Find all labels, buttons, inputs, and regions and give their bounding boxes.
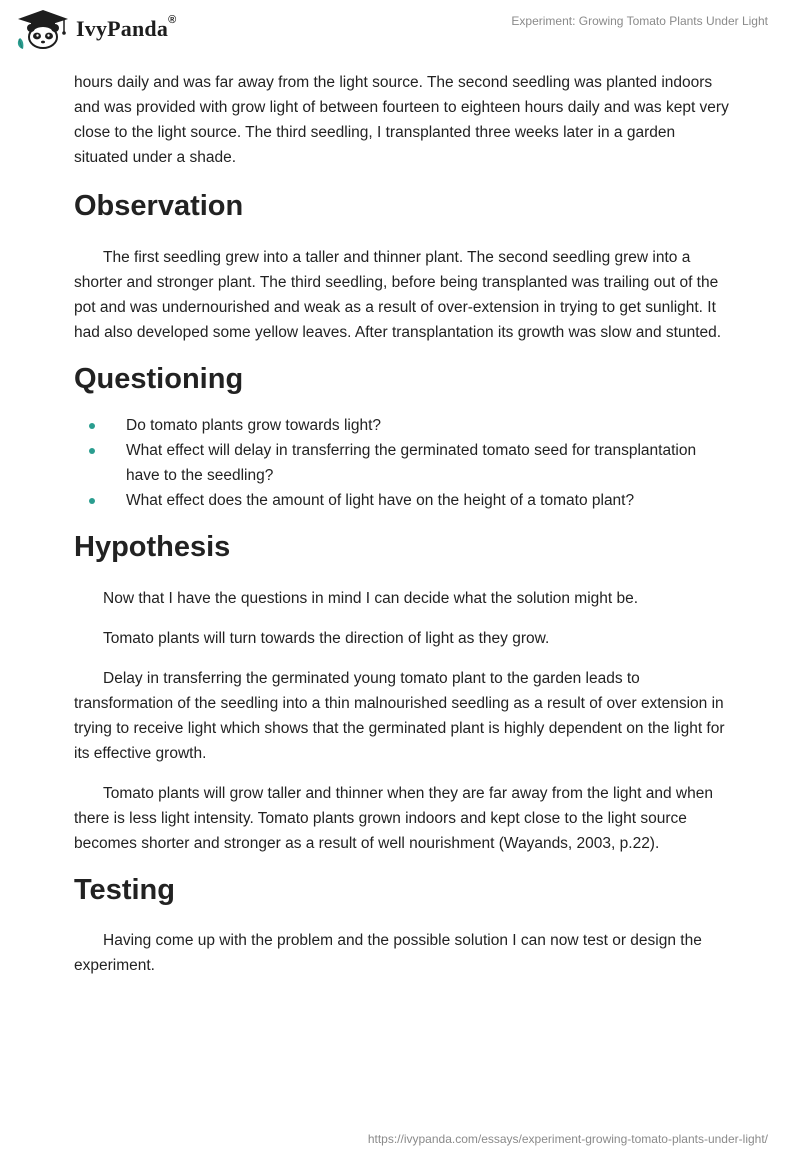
intro-paragraph: hours daily and was far away from the light source. The second seedling was planted indoors and was provided with grow light of between fourteen to eighteen hours daily and was kept very close to the light source. The third seedling, I transplanted three weeks later in a garden situated under a shade.	[74, 74, 729, 166]
page-header	[0, 0, 800, 60]
hypothesis-paragraph: Tomato plants will grow taller and thinner when they are far away from the light and when there is less light intensity. Tomato plants grown indoors and kept close to the light source becomes shorter and stronger as a result of well nourishment (Wayands, 2003, p.22).	[74, 785, 713, 852]
hypothesis-paragraph: Now that I have the questions in mind I can decide what the solution might be.	[103, 590, 639, 607]
bullet-icon	[89, 498, 95, 504]
panda-graduate-icon	[14, 8, 72, 50]
observation-heading: Observation	[74, 190, 244, 222]
list-item	[74, 438, 730, 488]
essay-content	[74, 70, 730, 993]
questions-list	[74, 413, 730, 513]
hypothesis-paragraph: Tomato plants will turn towards the direction of light as they grow.	[103, 630, 550, 647]
logo-wordmark: IvyPanda®	[76, 14, 177, 41]
questioning-heading: Questioning	[74, 363, 244, 395]
testing-paragraph: Having come up with the problem and the possible solution I can now test or design the experiment.	[74, 932, 702, 974]
bullet-icon	[89, 423, 95, 429]
list-item	[74, 413, 730, 438]
list-item	[74, 488, 730, 513]
observation-paragraph: The first seedling grew into a taller and thinner plant. The second seedling grew into a shorter and stronger plant. The third seedling, before being transplanted was trailing out of the pot and was undernourished and weak as a result of over-extension in trying to get sunlight. It had also developed some yellow leaves. After transplantation its growth was slow and stunted.	[74, 249, 722, 341]
question-text: What effect will delay in transferring the germinated tomato seed for transplantation have to the seedling?	[126, 442, 697, 484]
bullet-icon	[89, 448, 95, 454]
testing-heading: Testing	[74, 874, 175, 906]
document-title: Experiment: Growing Tomato Plants Under Light	[511, 14, 768, 28]
hypothesis-paragraph: Delay in transferring the germinated young tomato plant to the garden leads to transformation of the seedling into a thin malnourished seedling as a result of over extension in trying to receive light which shows that the germinated plant is highly dependent on the light for its effective growth.	[74, 670, 725, 762]
ivypanda-logo[interactable]	[14, 8, 176, 50]
hypothesis-heading: Hypothesis	[74, 531, 231, 563]
question-text: What effect does the amount of light have on the height of a tomato plant?	[126, 492, 635, 509]
question-text: Do tomato plants grow towards light?	[126, 417, 382, 434]
source-url[interactable]: https://ivypanda.com/essays/experiment-growing-tomato-plants-under-light/	[367, 1132, 768, 1146]
registered-mark: ®	[168, 14, 177, 26]
